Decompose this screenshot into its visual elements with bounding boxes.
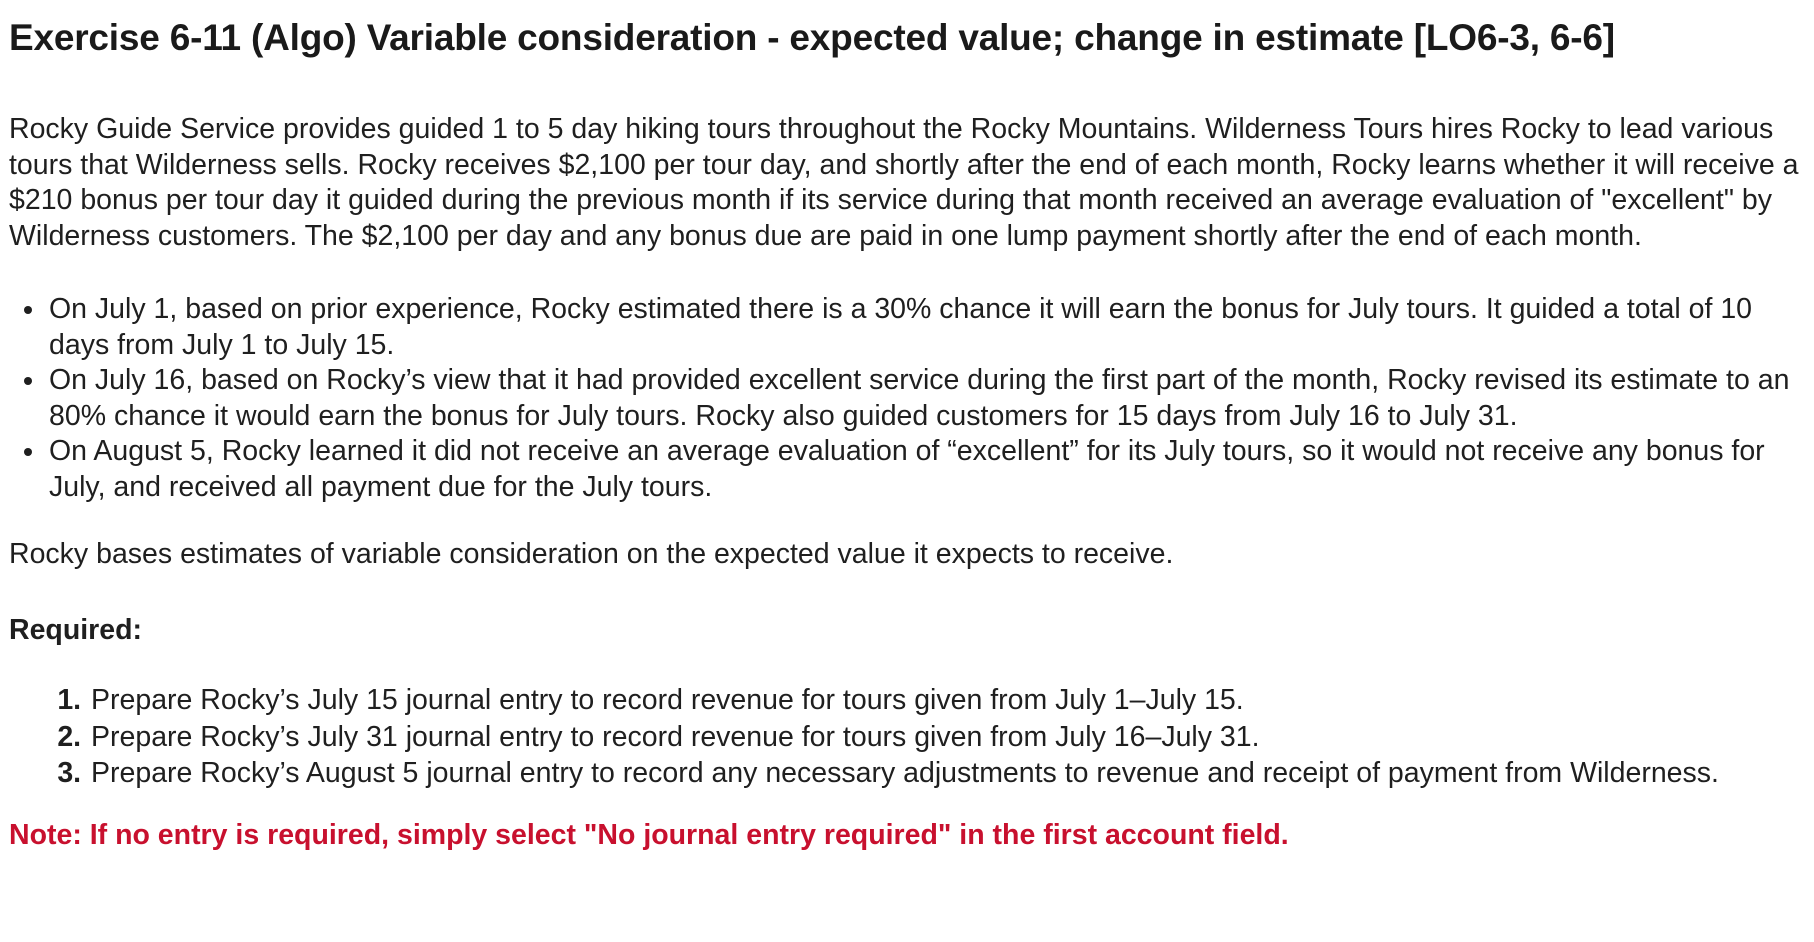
exercise-title: Exercise 6-11 (Algo) Variable consideration - expected value; change in estimate [LO6-3, 6-6]: [9, 17, 1615, 58]
requirements-list: [9, 682, 1804, 792]
requirement-item-1: 1. Prepare Rocky’s July 15 journal entry to record revenue for tours given from July 1–July 15.: [89, 682, 1804, 719]
instruction-note: Note: If no entry is required, simply select "No journal entry required" in the first account field.: [9, 818, 1289, 851]
fact-item-july-1: • On July 1, based on prior experience, Rocky estimated there is a 30% chance it will earn the bonus for July tours. It guided a total of 10 days from July 1 to July 15.: [47, 292, 1804, 363]
fact-item-july-16: • On July 16, based on Rocky’s view that it had provided excellent service during the first part of the month, Rocky revised its estimate to an 80% chance it would earn the bonus for July tours. Rocky also guided customers for 15 days from July 16 to July 31.: [47, 363, 1804, 434]
fact-item-august-5: • On August 5, Rocky learned it did not receive an average evaluation of “excellent” for its July tours, so it would not receive any bonus for July, and received all payment due for the July tours.: [47, 434, 1804, 505]
required-heading: Required:: [9, 613, 143, 646]
requirement-item-3: 3. Prepare Rocky’s August 5 journal entry to record any necessary adjustments to revenue and receipt of payment from Wilderness.: [89, 755, 1804, 792]
exercise-page: [9, 0, 1804, 853]
estimate-basis-text: Rocky bases estimates of variable consideration on the expected value it expects to receive.: [9, 538, 1174, 570]
requirement-item-2: 2. Prepare Rocky’s July 31 journal entry to record revenue for tours given from July 16–July 31.: [89, 719, 1804, 756]
intro-paragraph: Rocky Guide Service provides guided 1 to 5 day hiking tours throughout the Rocky Mountains. Wilderness Tours hires Rocky to lead various tours that Wilderness sells. Rocky receives $2,100 per tour day, and shortly after the end of each month, Rocky learns whether it will receive a $210 bonus per tour day it guided during the previous month if its service during that month received an average evaluation of "excellent" by Wilderness customers. The $2,100 per day and any bonus due are paid in one lump payment shortly after the end of each month.: [9, 113, 1799, 252]
facts-list: [9, 292, 1804, 505]
